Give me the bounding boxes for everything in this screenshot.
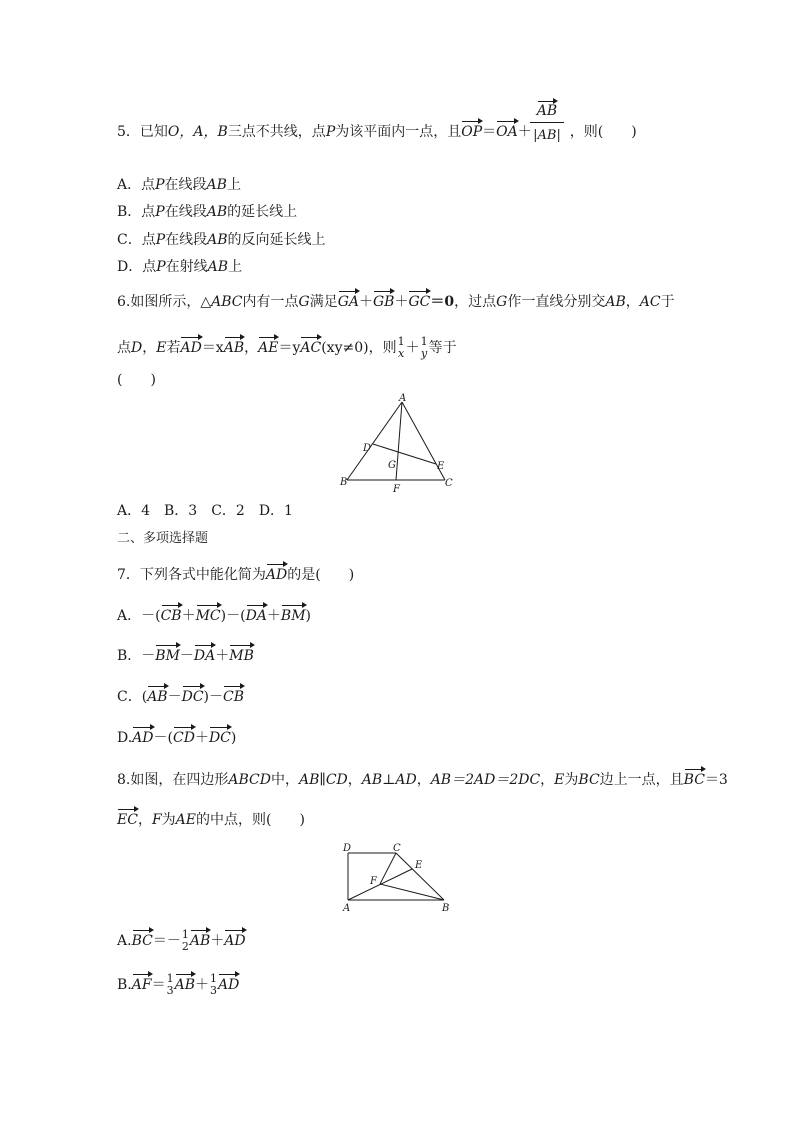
- q8-line-fc: [380, 853, 396, 884]
- q6-label-d: D: [363, 443, 372, 454]
- q6-label-c: C: [445, 478, 453, 489]
- q8-label-d: D: [343, 843, 352, 854]
- q8-label-a: A: [343, 903, 351, 914]
- q8-option-a: A.BC＝－ 1 2 AB＋AD: [117, 928, 246, 953]
- q8-line1: 8.如图，在四边形ABCD中，AB∥CD，AB⊥AD，AB＝2AD＝2DC，E为BC边上一点，且BC＝3: [117, 772, 728, 788]
- q8-label-c: C: [393, 843, 401, 854]
- q5-frac-den: |AB|: [533, 128, 561, 143]
- q5-stem: 5．已知O，A，B三点不共线，点P为该平面内一点，且OP＝OA＋ ，则( ): [117, 124, 637, 140]
- q5-option-a: A．点P在线段AB上: [117, 177, 241, 193]
- q8-frac-third-2: 1 3: [209, 972, 217, 997]
- q8-label-e: E: [415, 860, 423, 871]
- q6-answers: A．4 B．3 C．2 D．1: [117, 503, 293, 519]
- q6-label-b: B: [340, 477, 348, 488]
- q6-label-f: F: [393, 484, 400, 492]
- q8-frac-half: 1 2: [181, 928, 189, 953]
- q7-option-c: C．(AB－DC)－CB: [117, 689, 244, 705]
- q5-option-b: B．点P在线段AB的延长线上: [117, 204, 298, 220]
- q8-option-b: B.AF＝ 1 3 AB＋ 1 3 AD: [117, 972, 240, 997]
- q8-label-f: F: [370, 876, 377, 887]
- q6-frac-1x: 1 x: [397, 335, 405, 360]
- q5-option-d: D．点P在射线AB上: [117, 259, 243, 275]
- q7-stem: 7．下列各式中能化简为AD的是( ): [117, 567, 355, 583]
- q7-option-b: B．－BM－DA＋MB: [117, 648, 254, 664]
- section-multiple-choice: 二、多项选择题: [117, 531, 209, 546]
- q8-line-fb: [380, 884, 444, 900]
- q6-label-e: E: [437, 461, 445, 472]
- q8-quadrilateral-figure: [338, 840, 458, 915]
- q7-option-d: D.AD－(CD＋DC): [117, 730, 237, 746]
- q6-triangle-figure: [335, 392, 475, 492]
- q6-label-a: A: [399, 393, 407, 404]
- q5-option-c: C．点P在线段AB的反向延长线上: [117, 232, 326, 248]
- q7-option-a: A．－(CB＋MC)－(DA＋BM): [117, 608, 312, 624]
- q8-line2: EC，F为AE的中点，则( ): [117, 812, 305, 828]
- q6-line2: 点D，E若AD＝xAB，AE＝yAC(xy≠0)，则 1 x ＋ 1 y 等于: [117, 335, 457, 360]
- q6-label-g: G: [388, 460, 396, 471]
- q6-line1: 6.如图所示，△ABC内有一点G满足GA＋GB＋GC＝0，过点G作一直线分别交AB，AC于: [117, 294, 675, 310]
- q6-line-af: [396, 402, 402, 480]
- q6-paren: ( ): [117, 372, 156, 388]
- q8-label-b: B: [442, 903, 450, 914]
- q5-frac-num: AB: [536, 103, 558, 119]
- q8-frac-third-1: 1 3: [166, 972, 174, 997]
- q6-frac-1y: 1 y: [420, 335, 428, 360]
